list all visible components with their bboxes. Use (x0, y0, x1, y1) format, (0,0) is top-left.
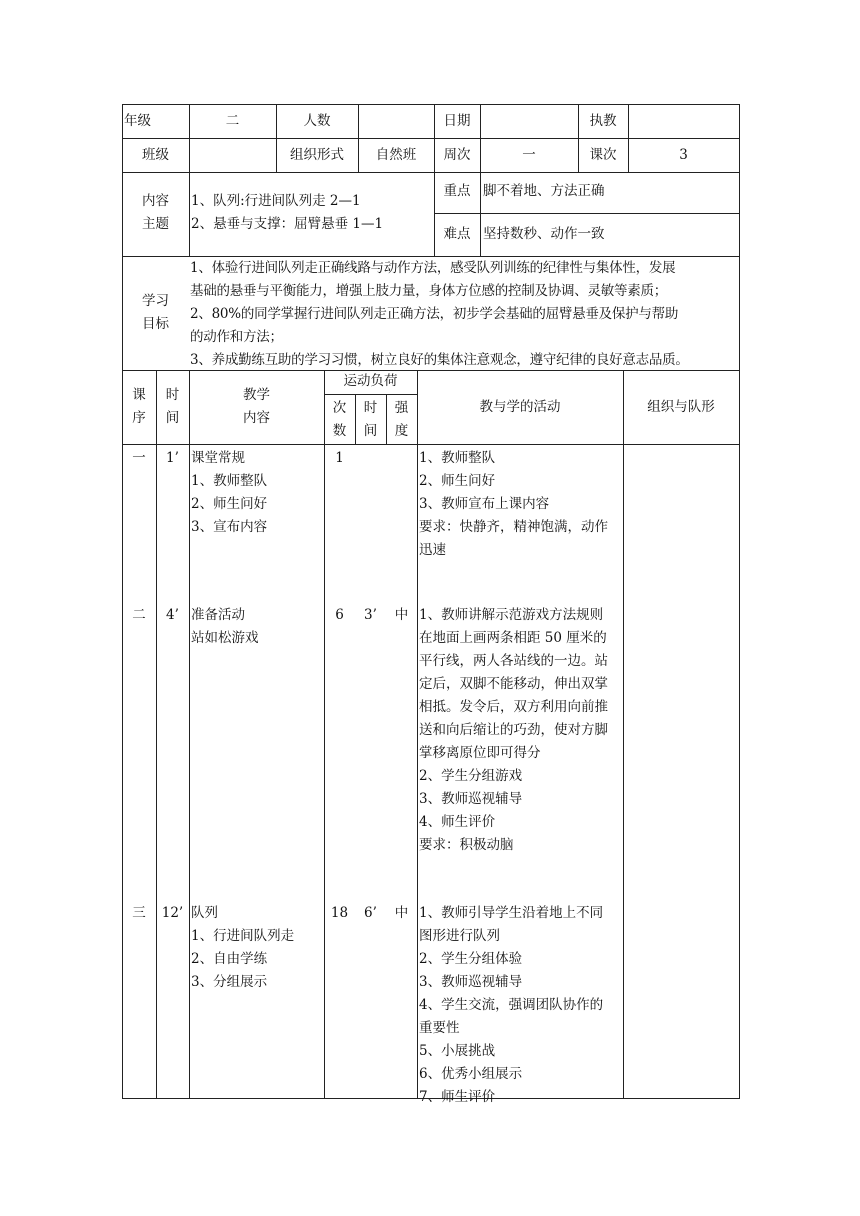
section-times: 18 (330, 905, 349, 921)
section-content-line: 站如松游戏 (191, 630, 259, 646)
section-time: 1’ (166, 450, 179, 466)
section-content (191, 447, 324, 539)
table-border (122, 104, 740, 105)
section-activities-line: 7、师生评价 (419, 1089, 496, 1105)
section-activities-line: 要求：积极动脑 (419, 837, 514, 853)
section-content-line: 准备活动 (191, 607, 245, 623)
section-activities-line: 6、优秀小组展示 (419, 1066, 523, 1082)
section-activities-line: 1、教师引导学生沿着地上不同 (419, 905, 604, 921)
section-content-line: 3、分组展示 (191, 974, 268, 990)
section-activities-line: 相抵。发令后，双方利用向前推 (419, 699, 608, 715)
section-time: 12’ (161, 905, 184, 921)
form-label: 组织形式 (290, 147, 344, 163)
section-content-line: 队列 (191, 905, 218, 921)
section-content-line: 3、宣布内容 (191, 519, 268, 535)
section-content-line: 2、师生问好 (191, 496, 268, 512)
section-time: 4’ (166, 607, 179, 623)
section-order: 二 (132, 607, 146, 623)
goals-text: 1、体验行进间队列走正确线路与动作方法，感受队列训练的纪律性与集体性，发展 基础的悬垂与平衡能力，增强上肢力量，身体方位感的控制及协调、灵敏等素质； 2、80%的同学掌握行进间队列走正确方法，初步学会基础的屈臂悬垂及保护与帮助 的动作和方法； 3、养成勤练互助的学习习惯，树立良好的集体注意观念，遵守纪律的良好意志品质。 (190, 260, 689, 368)
table-rule (156, 370, 157, 1098)
form-value: 自然班 (375, 147, 417, 163)
section-content-line: 1、行进间队列走 (191, 928, 295, 944)
section-activities-line: 2、师生问好 (419, 473, 496, 489)
table-rule (122, 444, 740, 445)
grade-label: 年级 (124, 113, 151, 129)
section-times: 1 (335, 450, 344, 466)
table-rule (623, 370, 624, 1098)
section-activities-line: 3、教师宣布上课内容 (419, 496, 550, 512)
section-order: 三 (132, 905, 146, 921)
section-activities-line: 定后，双脚不能移动，伸出双掌 (419, 676, 608, 692)
table-rule (122, 172, 740, 173)
week-value: 一 (522, 147, 536, 163)
section-content-line: 课堂常规 (191, 450, 245, 466)
col-content: 教学 内容 (243, 387, 270, 426)
section-activities-line: 1、教师整队 (419, 450, 496, 466)
section-content (191, 902, 324, 994)
lesson-label: 课次 (589, 147, 617, 163)
lesson-value: 3 (679, 147, 688, 163)
col-intensity: 强 度 (394, 400, 409, 439)
difficulty-label: 难点 (443, 226, 471, 242)
count-label: 人数 (303, 113, 331, 129)
section-activities-line: 要求：快静齐，精神饱满，动作 (419, 519, 608, 535)
table-rule (417, 370, 418, 1098)
goals-label: 学习 目标 (142, 293, 169, 332)
section-intensity: 中 (394, 607, 409, 623)
section-content-line: 2、自由学练 (191, 951, 268, 967)
key-value: 脚不着地、方法正确 (483, 183, 605, 199)
section-activities (419, 902, 623, 1109)
class-label: 班级 (142, 147, 169, 163)
teacher-label: 执教 (589, 113, 617, 129)
section-activities-line: 平行线，两人各站线的一边。站 (419, 653, 608, 669)
section-intensity: 中 (394, 905, 409, 921)
section-duration: 6’ (364, 905, 377, 921)
section-duration: 3’ (364, 607, 377, 623)
section-activities-line: 重要性 (419, 1020, 460, 1036)
section-activities-line: 3、教师巡视辅导 (419, 791, 523, 807)
grade-value: 二 (225, 113, 240, 129)
col-time: 时 间 (165, 387, 180, 426)
section-activities-line: 5、小展挑战 (419, 1043, 496, 1059)
table-border (122, 104, 123, 1099)
section-content (191, 604, 324, 650)
key-label: 重点 (443, 183, 471, 199)
col-activities: 教与学的活动 (479, 399, 561, 415)
section-activities (419, 447, 623, 562)
table-rule (480, 104, 481, 256)
date-label: 日期 (443, 113, 471, 129)
col-load: 运动负荷 (343, 373, 398, 389)
section-activities-line: 4、学生交流，强调团队协作的 (419, 997, 604, 1013)
col-order: 课 序 (132, 387, 146, 426)
section-activities-line: 2、学生分组游戏 (419, 768, 523, 784)
section-activities-line: 掌移离原位即可得分 (419, 745, 541, 761)
week-label: 周次 (443, 147, 471, 163)
table-rule (324, 394, 417, 395)
section-activities-line: 迅速 (419, 542, 446, 558)
section-activities-line: 在地面上画两条相距 50 厘米的 (419, 630, 607, 646)
section-activities-line: 3、教师巡视辅导 (419, 974, 523, 990)
lesson-plan-table (122, 104, 740, 1105)
col-times: 次 数 (332, 400, 347, 439)
table-rule (122, 138, 740, 139)
table-rule (324, 370, 325, 1098)
section-order: 一 (132, 450, 146, 466)
section-activities-line: 4、师生评价 (419, 814, 496, 830)
content-label: 内容 主题 (142, 193, 169, 232)
content-topics: 1、队列:行进间队列走 2—1 2、悬垂与支撑：屈臂悬垂 1—1 (191, 193, 384, 232)
section-activities-line: 送和向后缩让的巧劲，使对方脚 (419, 722, 608, 738)
section-activities-line: 1、教师讲解示范游戏方法规则 (419, 607, 604, 623)
section-activities-line: 2、学生分组体验 (419, 951, 523, 967)
section-content-line: 1、教师整队 (191, 473, 268, 489)
col-organization: 组织与队形 (647, 399, 715, 415)
table-rule (189, 370, 190, 1098)
table-border (739, 104, 740, 1099)
section-activities-line: 图形进行队列 (419, 928, 500, 944)
section-activities (419, 604, 623, 857)
difficulty-value: 坚持数秒、动作一致 (483, 226, 605, 242)
section-times: 6 (335, 607, 344, 623)
col-duration: 时 间 (363, 400, 378, 439)
